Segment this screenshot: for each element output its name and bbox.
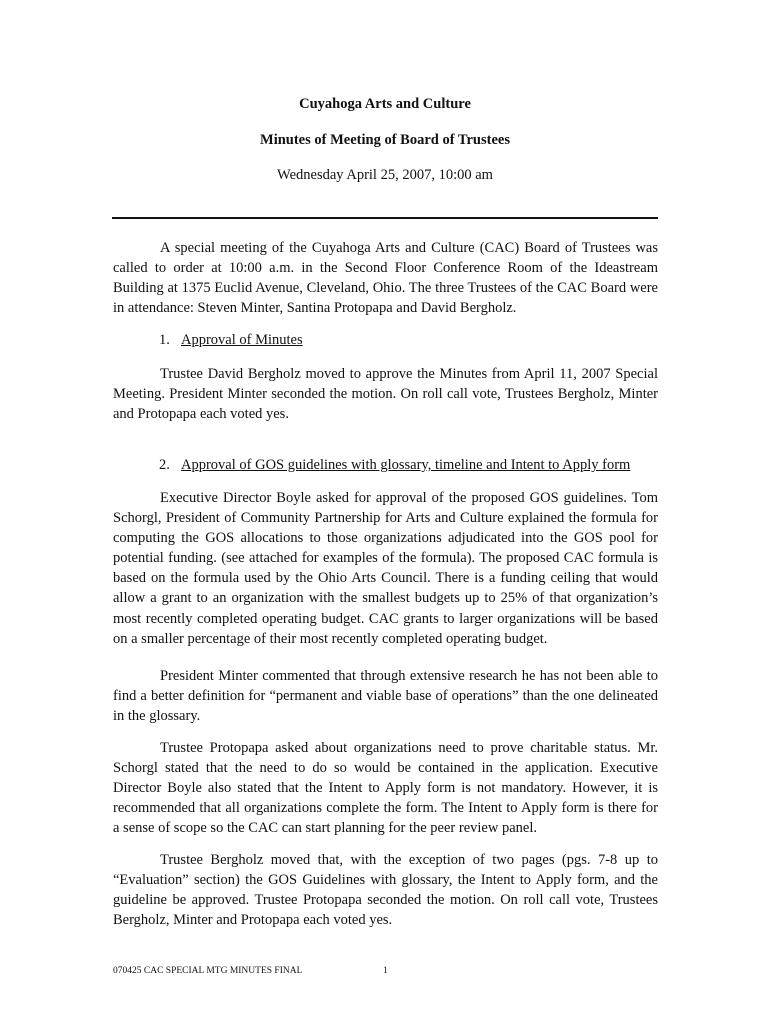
section-2-title: Approval of GOS guidelines with glossary, timeline and Intent to Apply form: [181, 457, 631, 473]
organization-title: Cuyahoga Arts and Culture: [299, 96, 471, 112]
section-1-paragraph: Trustee David Bergholz moved to approve the Minutes from April 11, 2007 Special Meeting. President Minter seconded the motion. On roll call vote, Trustees Bergholz, Minter and Protopapa each voted yes.: [113, 366, 658, 423]
intro-paragraph: A special meeting of the Cuyahoga Arts and Culture (CAC) Board of Trustees was called to order at 10:00 a.m. in the Second Floor Conference Room of the Ideastream Building at 1375 Euclid Avenue, Cleveland, Ohio. The three Trustees of the CAC Board were in attendance: Steven Minter, Santina Protopapa and David Bergholz.: [113, 240, 658, 317]
section-2-heading: [159, 456, 630, 474]
footer-page-number: 1: [383, 966, 388, 976]
footer-document-id: 070425 CAC SPECIAL MTG MINUTES FINAL: [113, 966, 303, 976]
header-divider: [112, 217, 658, 219]
meeting-date: Wednesday April 25, 2007, 10:00 am: [277, 167, 493, 183]
section-2-paragraph-2: President Minter commented that through extensive research he has not been able to find a better definition for “permanent and viable base of operations” than the one delineated in the glossary.: [113, 668, 658, 725]
section-2-paragraph-4: Trustee Bergholz moved that, with the exception of two pages (pgs. 7-8 up to “Evaluation” section) the GOS Guidelines with glossary, the Intent to Apply form, and the guideline be approved. Trustee Protopapa seconded the motion. On roll call vote, Trustees Bergholz, Minter and Protopapa each voted yes.: [113, 852, 658, 929]
section-1-number: 1.: [159, 332, 170, 348]
section-2-paragraph-1: Executive Director Boyle asked for approval of the proposed GOS guidelines. Tom Schorgl, President of Community Partnership for Arts and Culture explained the formula for computing the GOS allocations to those organizations adjudicated into the GOS pool for potential funding. (see attached for examples of the formula). The proposed CAC formula is based on the formula used by the Ohio Arts Council. There is a funding ceiling that would allow a grant to an organization with the smallest budgets up to 25% of that organization’s most recently completed operating budget. CAC grants to larger organizations will be based on a smaller percentage of their most recently completed operating budget.: [113, 490, 658, 647]
section-2-number: 2.: [159, 457, 170, 473]
section-1-heading: [159, 331, 303, 349]
section-2-paragraph-3: Trustee Protopapa asked about organizations need to prove charitable status. Mr. Schorgl stated that the need to do so would be contained in the application. Executive Director Boyle also stated that the Intent to Apply form is not mandatory. However, it is recommended that all organizations complete the form. The Intent to Apply form is there for a sense of scope so the CAC can start planning for the peer review panel.: [113, 740, 658, 837]
document-title: Minutes of Meeting of Board of Trustees: [260, 132, 510, 148]
section-1-title: Approval of Minutes: [181, 332, 303, 348]
